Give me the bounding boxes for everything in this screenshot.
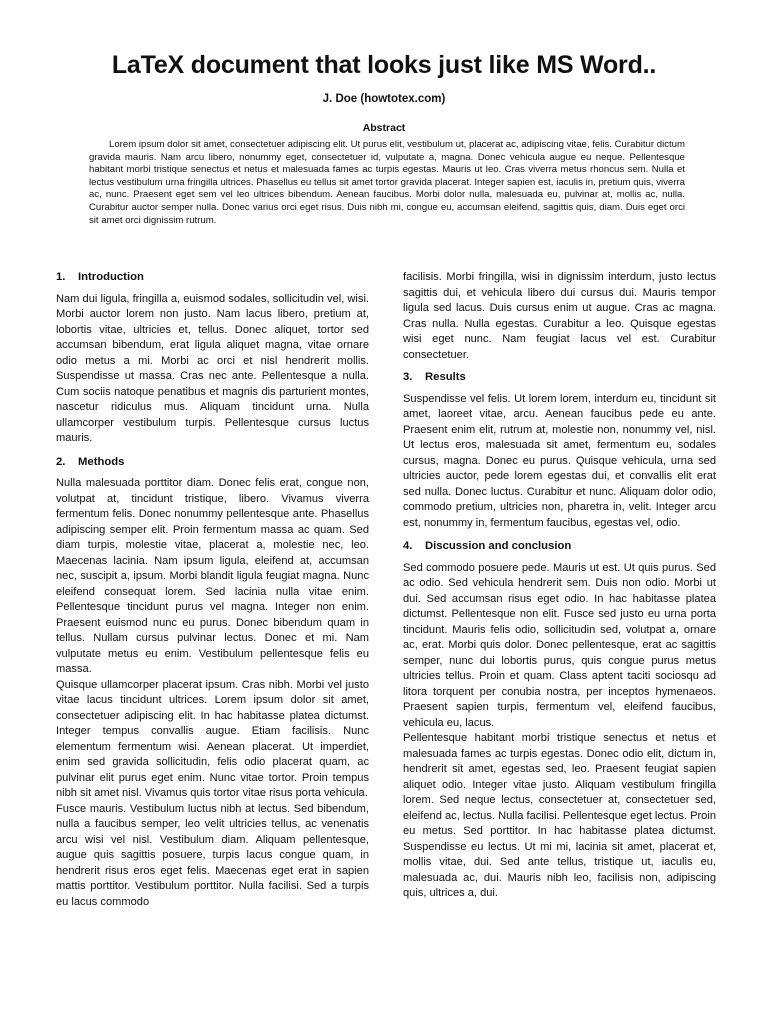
abstract-heading: Abstract: [362, 122, 406, 134]
document-author: J. Doe (howtotex.com): [322, 93, 446, 105]
section-heading-methods: [56, 455, 369, 471]
section-title: Discussion and conclusion: [425, 540, 572, 552]
paragraph: Suspendisse vel felis. Ut lorem lorem, interdum eu, tincidunt sit amet, laoreet vitae, arcu. Aenean faucibus pede eu ante. Praesent enim elit, rutrum at, molestie non, nonummy vel, nisl. Ut lectus eros, malesuada sit amet, fermentum eu, sodales cursus, magna. Donec eu purus. Quisque vehicula, urna sed ultricies auctor, pede lorem egestas dui, et convallis elit erat sed nulla. Donec luctus. Curabitur et nunc. Aliquam dolor odio, commodo pretium, ultricies non, pharetra in, velit. Integer arcu est, nonummy in, fermentum faucibus, egestas vel, odio.: [403, 392, 716, 529]
section-title: Methods: [78, 455, 125, 468]
section-heading-results: [403, 370, 716, 386]
paragraph: Quisque ullamcorper placerat ipsum. Cras nibh. Morbi vel justo vitae lacus tincidunt ultrices. Lorem ipsum dolor sit amet, consectetuer adipiscing elit. In hac habitasse platea dictumst. Integer tempus convallis augue. Etiam facilisis. Nunc elementum fermentum wisi. Aenean placerat. Ut imperdiet, enim sed gravida sollicitudin, felis odio placerat quam, ac pulvinar elit purus eget enim. Nunc vitae tortor. Proin tempus nibh sit amet nisl. Vivamus quis tortor vitae risus porta vehicula.: [56, 678, 369, 799]
paragraph-continued: facilisis. Morbi fringilla, wisi in dignissim interdum, justo lectus sagittis dui, et vehicula libero dui cursus dui. Mauris tempor ligula sed lacus. Duis cursus enim ut augue. Cras ac magna. Cras nulla. Nulla egestas. Curabitur a leo. Quisque egestas wisi eget nunc. Nam feugiat lacus vel est. Curabitur consectetuer.: [403, 271, 716, 361]
section-heading-discussion: [403, 539, 716, 555]
section-number: 3.: [403, 371, 413, 383]
paragraph: Nulla malesuada porttitor diam. Donec felis erat, congue non, volutpat at, tincidunt tristique, libero. Vivamus viverra fermentum felis. Donec nonummy pellentesque ante. Phasellus adipiscing semper elit. Proin fermentum massa ac quam. Sed diam turpis, molestie vitae, placerat a, molestie nec, leo. Maecenas lacinia. Nam ipsum ligula, eleifend at, accumsan nec, suscipit a, ipsum. Morbi blandit ligula feugiat magna. Nunc eleifend consequat lorem. Sed lacinia nulla vitae enim. Pellentesque tincidunt purus vel magna. Integer non enim. Praesent euismod nunc eu purus. Donec bibendum quam in tellus. Nullam cursus pulvinar lectus. Donec et mi. Nam vulputate metus eu enim. Vestibulum pellentesque felis eu massa.: [56, 477, 369, 675]
paragraph: Nam dui ligula, fringilla a, euismod sodales, sollicitudin vel, wisi. Morbi auctor lorem non justo. Nam lacus libero, pretium at, lobortis vitae, ultricies et, tellus. Donec aliquet, tortor sed accumsan bibendum, erat ligula aliquet magna, vitae ornare odio metus a mi. Morbi ac orci et nisl hendrerit mollis. Suspendisse ut massa. Cras nec ante. Pellentesque a nulla. Cum sociis natoque penatibus et magnis dis parturient montes, nascetur ridiculus mus. Aliquam tincidunt urna. Nulla ullamcorper vestibulum turpis. Pellentesque cursus luctus mauris.: [56, 292, 369, 444]
section-title: Introduction: [78, 271, 144, 283]
section-title: Results: [425, 371, 466, 383]
left-column: [56, 270, 369, 910]
paragraph: Pellentesque habitant morbi tristique senectus et netus et malesuada fames ac turpis egestas. Donec odio elit, dictum in, hendrerit sit amet, egestas sed, leo. Praesent feugiat sapien aliquet odio. Integer vitae justo. Aliquam vestibulum fringilla lorem. Sed neque lectus, consectetuer at, consectetuer sed, eleifend ac, lectus. Nulla facilisi. Pellentesque eget lectus. Proin eu metus. Sed porttitor. In hac habitasse platea dictumst. Suspendisse eu lectus. Ut mi mi, lacinia sit amet, placerat et, mollis vitae, dui. Sed ante tellus, tristique ut, iaculis eu, malesuada ac, dui. Mauris nibh leo, facilisis non, adipiscing quis, ultrices a, dui.: [403, 732, 716, 899]
right-column: [403, 270, 716, 902]
abstract-text: Lorem ipsum dolor sit amet, consectetuer adipiscing elit. Ut purus elit, vestibulum ut, placerat ac, adipiscing vitae, felis. Curabitur dictum gravida mauris. Nam arcu libero, nonummy eget, consectetuer id, vulputate a, magna. Donec vehicula augue eu neque. Pellentesque habitant morbi tristique senectus et netus et malesuada fames ac turpis egestas. Mauris ut leo. Cras viverra metus rhoncus sem. Nulla et lectus vestibulum urna fringilla ultrices. Phasellus eu tellus sit amet tortor gravida placerat. Integer sapien est, iaculis in, pretium quis, viverra ac, nunc. Praesent eget sem vel leo ultrices bibendum. Aenean faucibus. Morbi dolor nulla, malesuada eu, pulvinar at, mollis ac, nulla. Curabitur auctor semper nulla. Donec varius orci eget risus. Duis nibh mi, congue eu, accumsan eleifend, sagittis quis, diam. Duis eget orci sit amet orci dignissim rutrum.: [89, 139, 685, 226]
section-number: 4.: [403, 540, 413, 552]
paragraph: Sed commodo posuere pede. Mauris ut est. Ut quis purus. Sed ac odio. Sed vehicula hendrerit sem. Duis non odio. Morbi ut dui. Sed accumsan risus eget odio. In hac habitasse platea dictumst. Pellentesque non elit. Fusce sed justo eu urna porta tincidunt. Mauris felis odio, sollicitudin sed, volutpat a, ornare ac, erat. Morbi quis dolor. Donec pellentesque, erat ac sagittis semper, nunc dui lobortis purus, quis congue purus metus ultricies tellus. Proin et quam. Class aptent taciti sociosqu ad litora torquent per conubia nostra, per inceptos hymenaeos. Praesent sapien turpis, fermentum vel, eleifend faucibus, vehicula eu, lacus.: [403, 561, 716, 729]
document-title: LaTeX document that looks just like MS Word..: [111, 51, 657, 79]
section-number: 1.: [56, 271, 66, 283]
paragraph: Fusce mauris. Vestibulum luctus nibh at lectus. Sed bibendum, nulla a faucibus semper, leo velit ultricies tellus, ac venenatis arcu wisi vel nisl. Vestibulum diam. Aliquam pellentesque, augue quis sagittis posuere, turpis lacus congue quam, in hendrerit risus eros eget felis. Maecenas eget erat in sapien mattis porttitor. Vestibulum porttitor. Nulla facilisi. Sed a turpis eu lacus commodo: [56, 802, 369, 908]
section-number: 2.: [56, 455, 66, 468]
section-heading-introduction: [56, 270, 369, 286]
